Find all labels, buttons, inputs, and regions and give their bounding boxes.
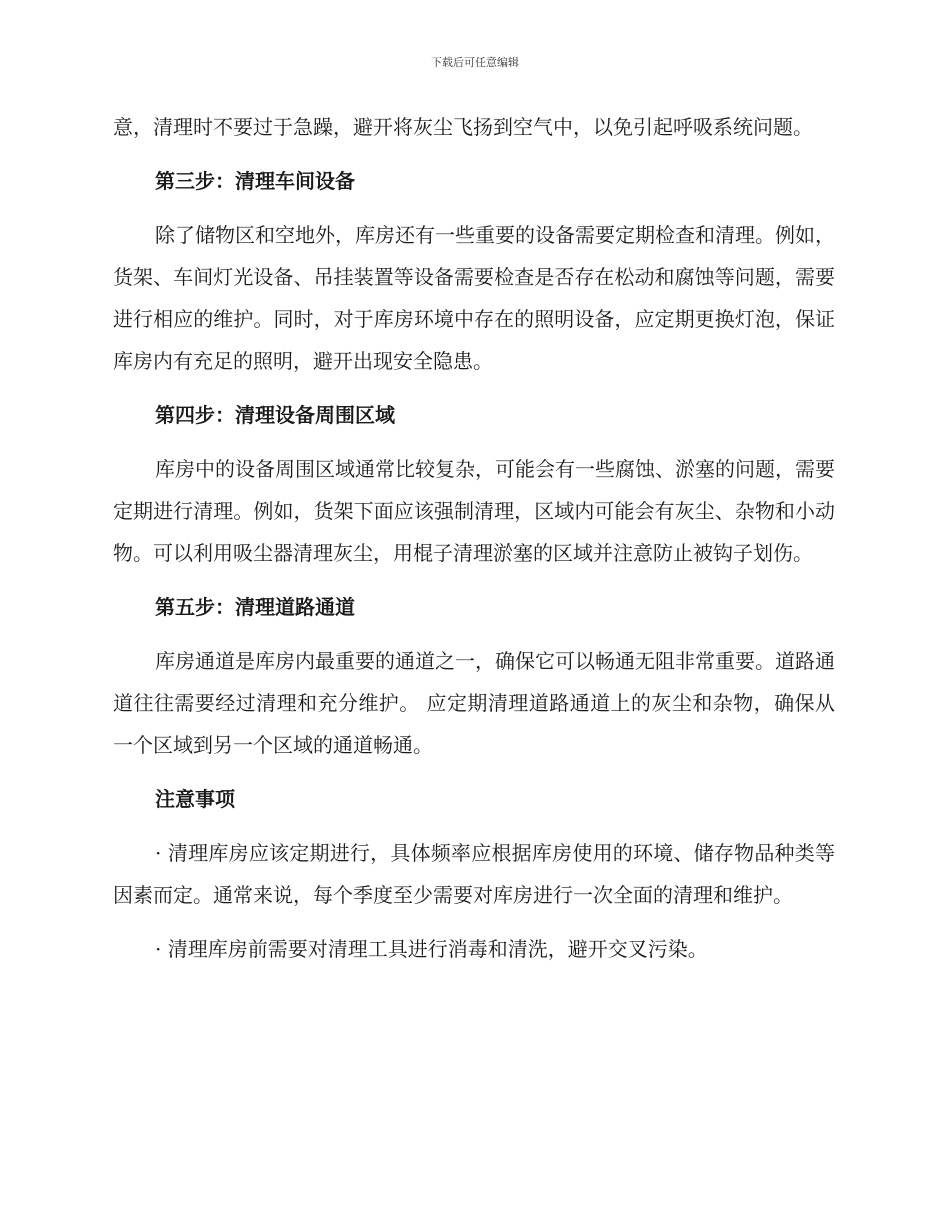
intro-paragraph: 意，清理时不要过于急躁，避开将灰尘飞扬到空气中，以免引起呼吸系统问题。 [113,115,813,139]
step5-heading: 第五步：清理道路通道 [155,595,355,619]
step3-heading: 第三步：清理车间设备 [155,169,355,193]
notes-item-1: · 清理库房应该定期进行，具体频率应根据库房使用的环境、储存物品种类等因素而定。通常来说，每个季度至少需要对库房进行一次全面的清理和维护。 [113,841,835,907]
notes-heading: 注意事项 [155,787,235,811]
step4-paragraph: 库房中的设备周围区域通常比较复杂，可能会有一些腐蚀、淤塞的问题，需要定期进行清理。例如，货架下面应该强制清理，区域内可能会有灰尘、杂物和小动物。可以利用吸尘器清理灰尘，用棍子清理淤塞的区域并注意防止被钩子划伤。 [113,457,835,565]
step5-paragraph: 库房通道是库房内最重要的通道之一，确保它可以畅通无阻非常重要。道路通道往往需要经过清理和充分维护。 应定期清理道路通道上的灰尘和杂物，确保从一个区域到另一个区域的通道畅通。 [113,649,835,757]
step3-paragraph: 除了储物区和空地外，库房还有一些重要的设备需要定期检查和清理。例如，货架、车间灯光设备、吊挂装置等设备需要检查是否存在松动和腐蚀等问题，需要进行相应的维护。同时，对于库房环境中存在的照明设备，应定期更换灯泡，保证库房内有充足的照明，避开出现安全隐患。 [113,223,835,373]
notes-item-2: · 清理库房前需要对清理工具进行消毒和清洗，避开交叉污染。 [155,937,708,961]
page-header: 下载后可任意编辑 [431,56,519,69]
step4-heading: 第四步：清理设备周围区域 [155,403,395,427]
document-body [113,106,835,982]
